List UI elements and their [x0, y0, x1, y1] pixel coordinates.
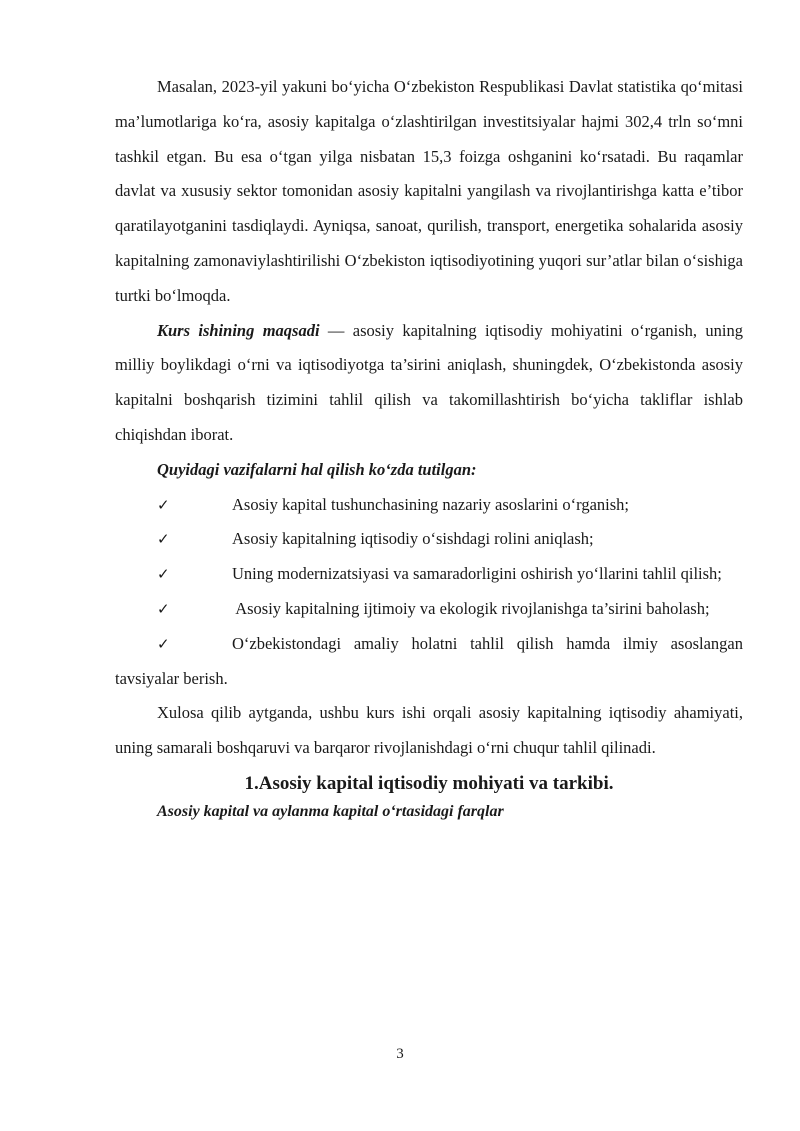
section-heading: 1.Asosiy kapital iqtisodiy mohiyati va tarkibi. — [244, 772, 614, 794]
checkmark-icon: ✓ — [157, 599, 170, 618]
task-text: O‘zbekistondagi amaliy holatni tahlil qilish hamda ilmiy asoslangan tavsiyalar berish. — [115, 633, 743, 688]
checkmark-icon: ✓ — [157, 634, 170, 653]
body-text — [115, 70, 743, 824]
page-number: 3 — [396, 1046, 404, 1062]
intro-paragraph: Masalan, 2023-yil yakuni bo‘yicha O‘zbekiston Respublikasi Davlat statistika qo‘mitasi ma’lumotlariga ko‘ra, asosiy kapitalga o‘zlashtirilgan investitsiyalar hajmi 302,4 trln so‘mni tashkil etgan. Bu esa o‘tgan yilga nisbatan 15,3 foizga oshganini ko‘rsatadi. Bu raqamlar davlat va xususiy sektor tomonidan asosiy kapitalni yangilash va rivojlantirishga katta e’tibor qaratilayotganini tasdiqlaydi. Ayniqsa, sanoat, qurilish, transport, energetika sohalarida asosiy kapitalning zamonaviylashtirilishi O‘zbekiston iqtisodiyotining yuqori sur’atlar bilan o‘sishiga turtki bo‘lmoqda. — [115, 77, 743, 305]
task-text: Asosiy kapitalning iqtisodiy o‘sishdagi rolini aniqlash; — [232, 529, 594, 549]
task-text: Asosiy kapitalning ijtimoiy va ekologik rivojlanishga ta’sirini baholash; — [232, 598, 710, 618]
tasks-heading-text: Quyidagi vazifalarni hal qilish ko‘zda tutilgan: — [157, 459, 477, 479]
goal-text: — asosiy kapitalning iqtisodiy mohiyatini o‘rganish, uning milliy boylikdagi o‘rni va iqtisodiyotga ta’sirini aniqlash, shuningdek, O‘zbekistonda asosiy kapitalni boshqarish tizimini tahlil qilish va takomillashtirish bo‘yicha takliflar ishlab chiqishdan iborat. — [115, 320, 743, 444]
conclusion-paragraph: Xulosa qilib aytganda, ushbu kurs ishi orqali asosiy kapitalning iqtisodiy ahamiyati, uning samarali boshqaruvi va barqaror rivojlanishdagi o‘rni chuqur tahlil qilinadi. — [115, 703, 743, 758]
task-text: Asosiy kapital tushunchasining nazariy asoslarini o‘rganish; — [232, 494, 629, 514]
goal-paragraph — [115, 314, 743, 453]
task-text: Uning modernizatsiyasi va samaradorligini oshirish yo‘llarini tahlil qilish; — [232, 564, 722, 584]
checkmark-icon: ✓ — [157, 495, 170, 514]
task-item — [115, 592, 743, 627]
section-subheading: Asosiy kapital va aylanma kapital o‘rtasidagi farqlar — [157, 802, 504, 820]
task-item — [115, 557, 743, 592]
task-item — [115, 488, 743, 523]
checkmark-icon: ✓ — [157, 530, 170, 549]
task-item — [115, 522, 743, 557]
tasks-heading — [115, 453, 743, 488]
task-item — [115, 627, 743, 697]
checkmark-icon: ✓ — [157, 565, 170, 584]
goal-lead: Kurs ishining maqsadi — [157, 320, 320, 340]
